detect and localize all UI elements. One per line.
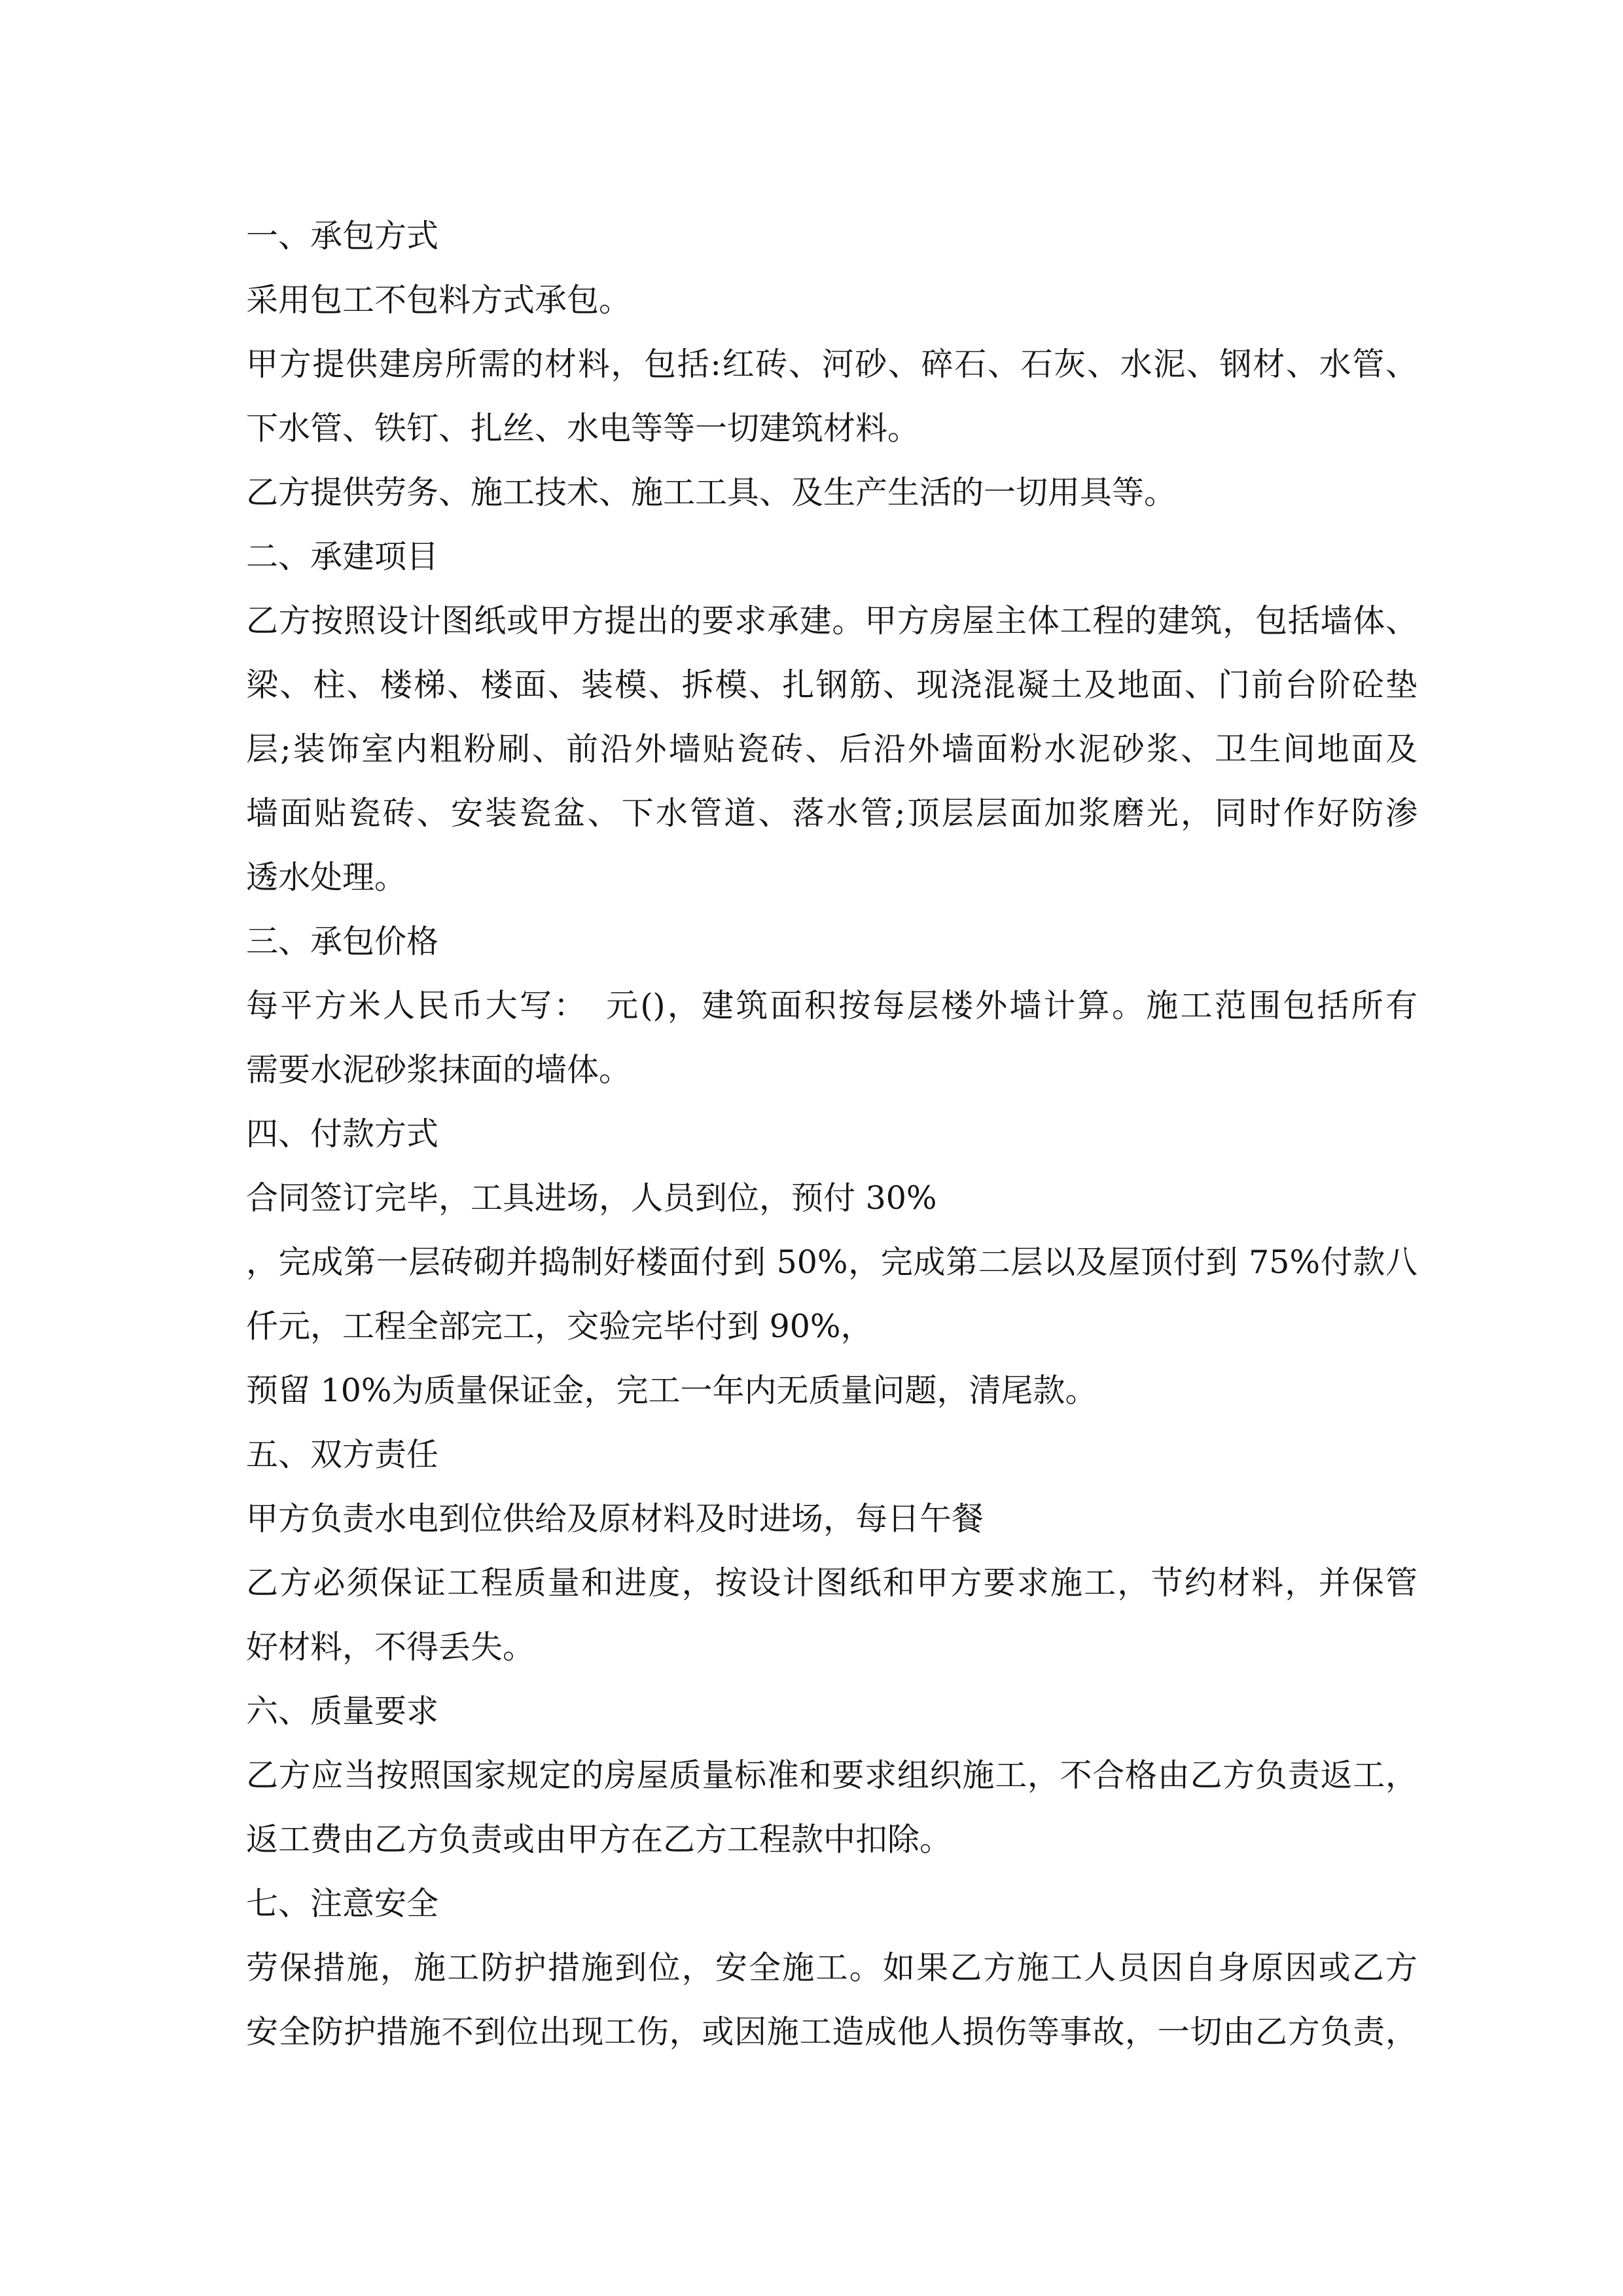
paragraph-line: 乙方必须保证工程质量和进度，按设计图纸和甲方要求施工，节约材料，并保管 xyxy=(246,1564,1418,1602)
section-heading-contract-method: 一、承包方式 xyxy=(246,217,439,255)
paragraph-line: 安全防护措施不到位出现工伤，或因施工造成他人损伤等事故，一切由乙方负责， xyxy=(246,2013,1418,2051)
paragraph-line: 乙方应当按照国家规定的房屋质量标准和要求组织施工，不合格由乙方负责返工， xyxy=(246,1757,1418,1794)
section-heading-project: 二、承建项目 xyxy=(246,538,439,575)
paragraph-line: 甲方负责水电到位供给及原材料及时进场，每日午餐 xyxy=(246,1500,984,1537)
paragraph-line: 好材料，不得丢失。 xyxy=(246,1628,535,1666)
section-heading-quality: 六、质量要求 xyxy=(246,1693,439,1730)
paragraph-line: 返工费由乙方负责或由甲方在乙方工程款中扣除。 xyxy=(246,1821,952,1858)
paragraph-line: 仟元，工程全部完工，交验完毕付到 90%， xyxy=(246,1308,873,1345)
paragraph-line: ，完成第一层砖砌并捣制好楼面付到 50%，完成第二层以及屋顶付到 75%付款八 xyxy=(246,1244,1418,1281)
paragraph-line: 劳保措施，施工防护措施到位，安全施工。如果乙方施工人员因自身原因或乙方 xyxy=(246,1949,1418,1986)
section-heading-payment: 四、付款方式 xyxy=(246,1115,439,1153)
paragraph-line: 透水处理。 xyxy=(246,859,407,896)
section-heading-safety: 七、注意安全 xyxy=(246,1885,439,1922)
section-heading-price: 三、承包价格 xyxy=(246,923,439,960)
paragraph-line: 下水管、铁钉、扎丝、水电等等一切建筑材料。 xyxy=(246,410,920,447)
paragraph-line: 乙方提供劳务、施工技术、施工工具、及生产生活的一切用具等。 xyxy=(246,474,1177,511)
document-body xyxy=(246,204,1424,2064)
paragraph-line: 梁、柱、楼梯、楼面、装模、拆模、扎钢筋、现浇混凝土及地面、门前台阶砼垫 xyxy=(246,666,1418,704)
paragraph-line: 每平方米人民币大写： 元()，建筑面积按每层楼外墙计算。施工范围包括所有 xyxy=(246,987,1418,1024)
paragraph-line: 合同签订完毕，工具进场，人员到位，预付 30% xyxy=(246,1179,937,1217)
paragraph-line: 墙面贴瓷砖、安装瓷盆、下水管道、落水管;顶层层面加浆磨光，同时作好防渗 xyxy=(246,795,1418,832)
paragraph-line: 层;装饰室内粗粉刷、前沿外墙贴瓷砖、后沿外墙面粉水泥砂浆、卫生间地面及 xyxy=(246,730,1418,768)
paragraph-line: 采用包工不包料方式承包。 xyxy=(246,281,632,319)
section-heading-responsibilities: 五、双方责任 xyxy=(246,1436,439,1473)
paragraph-line: 甲方提供建房所需的材料，包括:红砖、河砂、碎石、石灰、水泥、钢材、水管、 xyxy=(246,346,1418,383)
paragraph-line: 需要水泥砂浆抹面的墙体。 xyxy=(246,1051,632,1088)
paragraph-line: 预留 10%为质量保证金，完工一年内无质量问题，清尾款。 xyxy=(246,1372,1097,1409)
paragraph-line: 乙方按照设计图纸或甲方提出的要求承建。甲方房屋主体工程的建筑，包括墙体、 xyxy=(246,602,1418,639)
